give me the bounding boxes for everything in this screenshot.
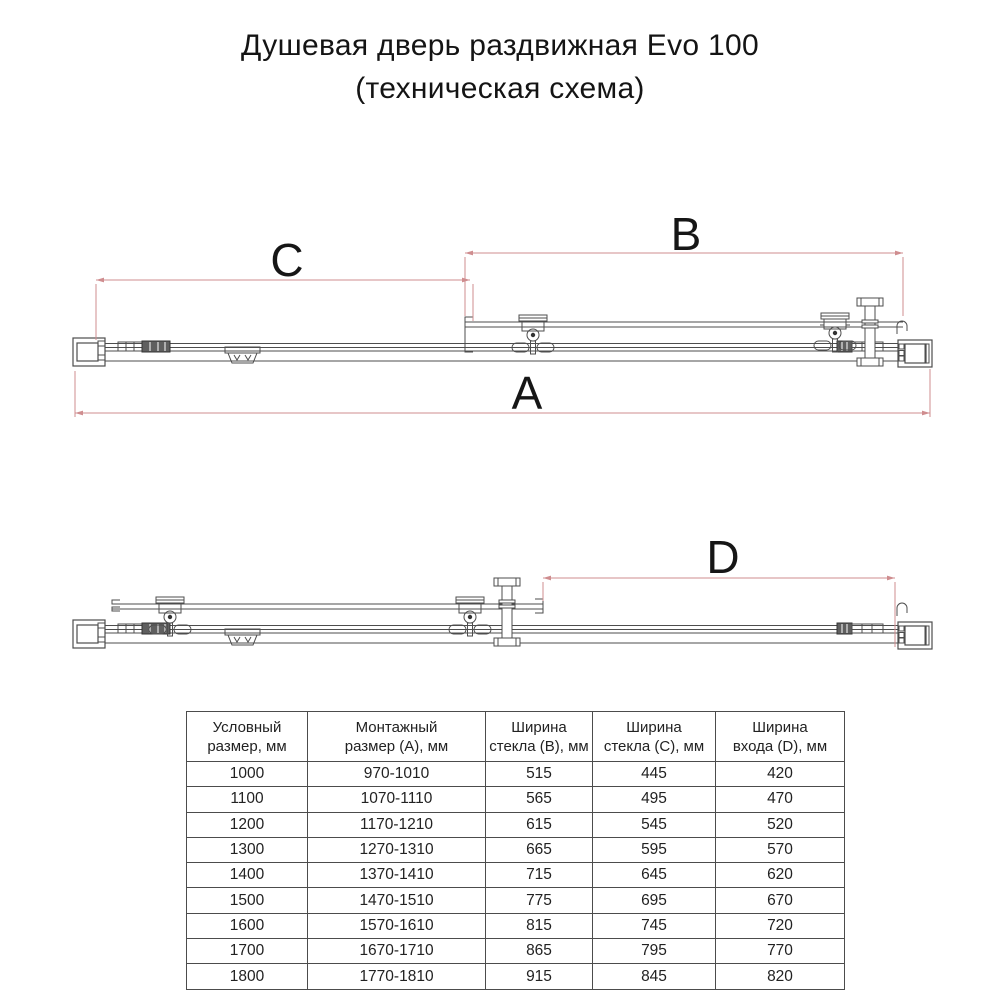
table-cell: 1600 bbox=[187, 913, 308, 938]
table-cell: 665 bbox=[486, 837, 593, 862]
table-row bbox=[187, 863, 845, 888]
col-header-glass-width-b: Ширина стекла (B), мм bbox=[486, 712, 593, 762]
dim-label-b: B bbox=[670, 208, 702, 260]
dim-label-c: C bbox=[270, 234, 304, 286]
table-cell: 970-1010 bbox=[308, 762, 486, 787]
table-cell: 595 bbox=[593, 837, 716, 862]
table-cell: 845 bbox=[593, 964, 716, 989]
table-cell: 1000 bbox=[187, 762, 308, 787]
table-cell: 1670-1710 bbox=[308, 939, 486, 964]
dimension-lines-bottom bbox=[543, 576, 895, 647]
col-header-entry-width-d: Ширина входа (D), мм bbox=[716, 712, 845, 762]
table-cell: 615 bbox=[486, 812, 593, 837]
table-cell: 670 bbox=[716, 888, 845, 913]
table-cell: 695 bbox=[593, 888, 716, 913]
table-cell: 1370-1410 bbox=[308, 863, 486, 888]
dim-label-a: A bbox=[511, 367, 543, 419]
table-row bbox=[187, 812, 845, 837]
table-cell: 1200 bbox=[187, 812, 308, 837]
size-table-body bbox=[187, 762, 845, 990]
table-row bbox=[187, 939, 845, 964]
dim-label-d: D bbox=[706, 531, 740, 583]
right-wall-profile bbox=[898, 622, 932, 649]
size-table-header bbox=[187, 712, 845, 762]
table-cell: 795 bbox=[593, 939, 716, 964]
size-table bbox=[186, 711, 845, 990]
table-cell: 1500 bbox=[187, 888, 308, 913]
table-cell: 1770-1810 bbox=[308, 964, 486, 989]
table-cell: 720 bbox=[716, 913, 845, 938]
fixed-rail-lines bbox=[105, 344, 898, 362]
table-cell: 420 bbox=[716, 762, 845, 787]
col-header-mounting-size-a: Монтажный размер (A), мм bbox=[308, 712, 486, 762]
roller-carriage bbox=[512, 315, 554, 354]
table-cell: 1100 bbox=[187, 787, 308, 812]
table-cell: 570 bbox=[716, 837, 845, 862]
table-row bbox=[187, 837, 845, 862]
table-cell: 915 bbox=[486, 964, 593, 989]
table-cell: 645 bbox=[593, 863, 716, 888]
hook-profile bbox=[897, 603, 907, 616]
door-knob bbox=[494, 578, 520, 646]
left-wall-profile bbox=[73, 620, 105, 648]
table-cell: 775 bbox=[486, 888, 593, 913]
table-cell: 515 bbox=[486, 762, 593, 787]
table-cell: 520 bbox=[716, 812, 845, 837]
table-cell: 1800 bbox=[187, 964, 308, 989]
dimension-lines-top bbox=[75, 251, 930, 417]
col-header-nominal-size: Условный размер, мм bbox=[187, 712, 308, 762]
table-cell: 1270-1310 bbox=[308, 837, 486, 862]
diagram-closed-door bbox=[73, 208, 932, 419]
table-row bbox=[187, 787, 845, 812]
table-cell: 745 bbox=[593, 913, 716, 938]
left-latch-strip bbox=[118, 341, 170, 352]
page-title-line2: (техническая схема) bbox=[355, 72, 645, 105]
table-cell: 715 bbox=[486, 863, 593, 888]
table-cell: 470 bbox=[716, 787, 845, 812]
table-cell: 1170-1210 bbox=[308, 812, 486, 837]
table-cell: 445 bbox=[593, 762, 716, 787]
table-cell: 495 bbox=[593, 787, 716, 812]
table-row bbox=[187, 762, 845, 787]
table-cell: 1700 bbox=[187, 939, 308, 964]
table-cell: 865 bbox=[486, 939, 593, 964]
page-title-line1: Душевая дверь раздвижная Evo 100 bbox=[241, 29, 759, 62]
table-cell: 1470-1510 bbox=[308, 888, 486, 913]
table-cell: 815 bbox=[486, 913, 593, 938]
diagram-open-door bbox=[73, 531, 932, 649]
left-wall-profile bbox=[73, 338, 105, 366]
table-row bbox=[187, 888, 845, 913]
right-magnet-strip bbox=[837, 623, 883, 634]
door-knob bbox=[857, 298, 883, 366]
table-cell: 545 bbox=[593, 812, 716, 837]
table-cell: 820 bbox=[716, 964, 845, 989]
table-row bbox=[187, 913, 845, 938]
table-cell: 1300 bbox=[187, 837, 308, 862]
right-wall-profile bbox=[898, 340, 932, 367]
roller-carriage bbox=[449, 597, 491, 636]
table-row bbox=[187, 964, 845, 989]
table-cell: 1400 bbox=[187, 863, 308, 888]
table-cell: 770 bbox=[716, 939, 845, 964]
table-cell: 620 bbox=[716, 863, 845, 888]
table-cell: 565 bbox=[486, 787, 593, 812]
table-cell: 1070-1110 bbox=[308, 787, 486, 812]
col-header-glass-width-c: Ширина стекла (C), мм bbox=[593, 712, 716, 762]
table-cell: 1570-1610 bbox=[308, 913, 486, 938]
